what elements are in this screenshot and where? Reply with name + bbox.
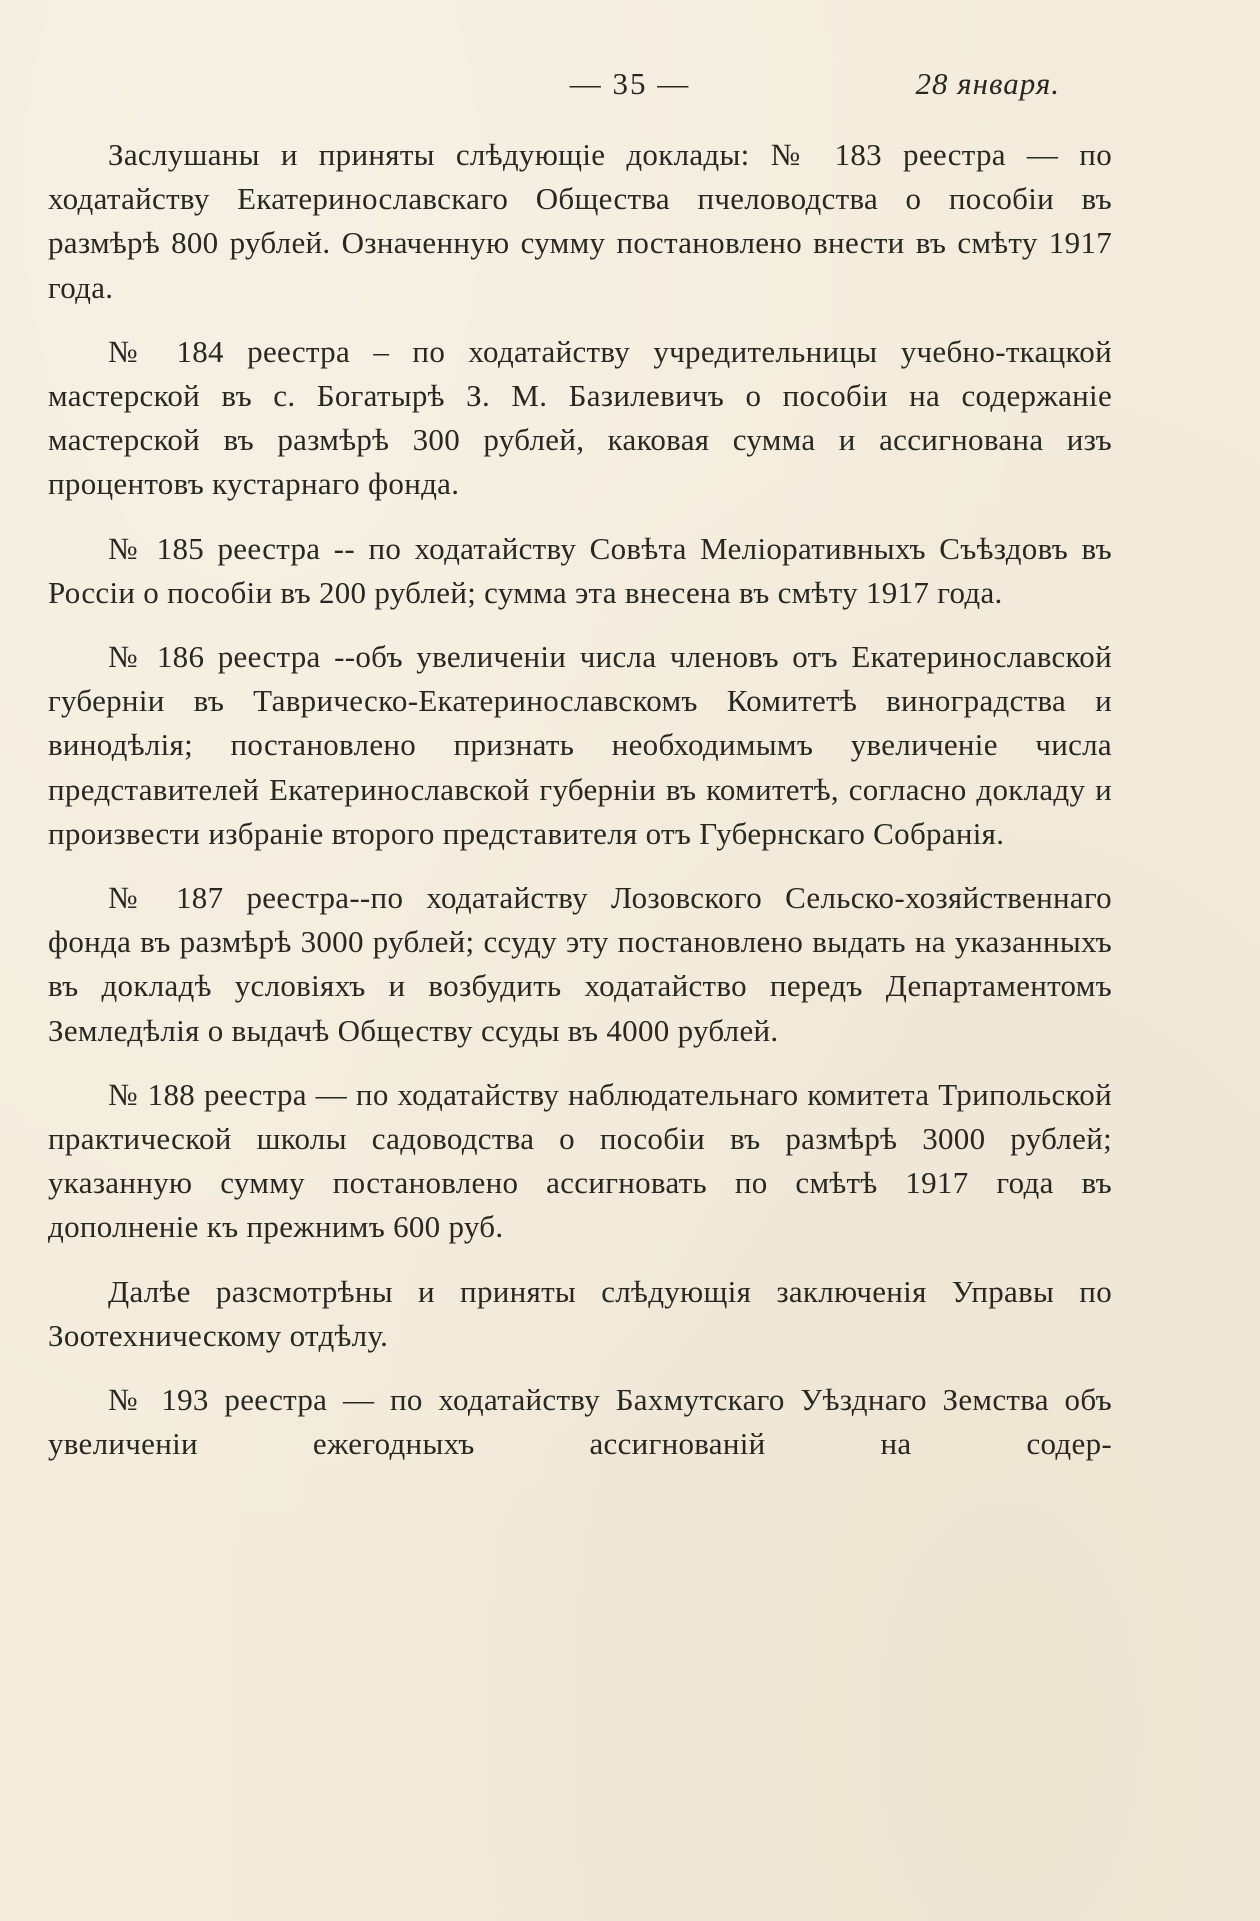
paragraph-report-185: № 185 реестра -- по ходатайству Совѣта Меліоративныхъ Съѣздовъ въ Россіи о пособіи въ 200 рублей; сумма эта внесена въ смѣту 1917 года. — [48, 530, 1112, 610]
paragraph-report-188: № 188 реестра — по ходатайству наблюдательнаго комитета Трипольской практической школы садоводства о пособіи въ размѣрѣ 3000 рублей; указанную сумму постановлено ассигновать по смѣтѣ 1917 года въ дополненіе къ прежнимъ 600 руб. — [48, 1076, 1112, 1245]
paragraph-report-184: № 184 реестра – по ходатайству учредительницы учебно-ткацкой мастерской въ с. Богатырѣ З. М. Базилевичъ о пособіи на содержаніе мастерской въ размѣрѣ 300 рублей, каковая сумма и ассигнована изъ процентовъ кустарнаго фонда. — [48, 333, 1112, 502]
paragraph-report-187: № 187 реестра--по ходатайству Лозовского Сельско-хозяйственнаго фонда въ размѣрѣ 3000 рублей; ссуду эту постановлено выдать на указанныхъ въ докладѣ условіяхъ и возбудить ходатайство передъ Департаментомъ Земледѣлія о выдачѣ Обществу ссуды въ 4000 рублей. — [48, 880, 1112, 1048]
running-head — [0, 66, 1260, 116]
paragraph-report-193: № 193 реестра — по ходатайству Бахмутскаго Уѣзднаго Земства объ увеличеніи ежегодныхъ ассигнованій на содер- — [48, 1382, 1112, 1462]
date-header: 28 января. — [915, 66, 1060, 101]
page-number: — 35 — — [569, 66, 691, 101]
paragraph-zootechnical-intro: Далѣе разсмотрѣны и приняты слѣдующія заключенія Управы по Зоотехническому отдѣлу. — [48, 1273, 1112, 1353]
paragraph-report-183: Заслушаны и приняты слѣдующіе доклады: № 183 реестра — по ходатайству Екатеринославскаго Общества пчеловодства о пособіи въ размѣрѣ 800 рублей. Означенную сумму постановлено внести въ смѣту 1917 года. — [48, 137, 1112, 305]
body-text — [48, 133, 1112, 1486]
paragraph-report-186: № 186 реестра --объ увеличеніи числа членовъ отъ Екатеринославской губерніи въ Таврическо-Екатеринославскомъ Комитетѣ виноградства и винодѣлія; постановлено признать необходимымъ увеличеніе числа представителей Екатеринославской губерніи въ комитетѣ, согласно докладу и произвести избраніе второго представителя отъ Губернскаго Собранія. — [48, 639, 1112, 851]
